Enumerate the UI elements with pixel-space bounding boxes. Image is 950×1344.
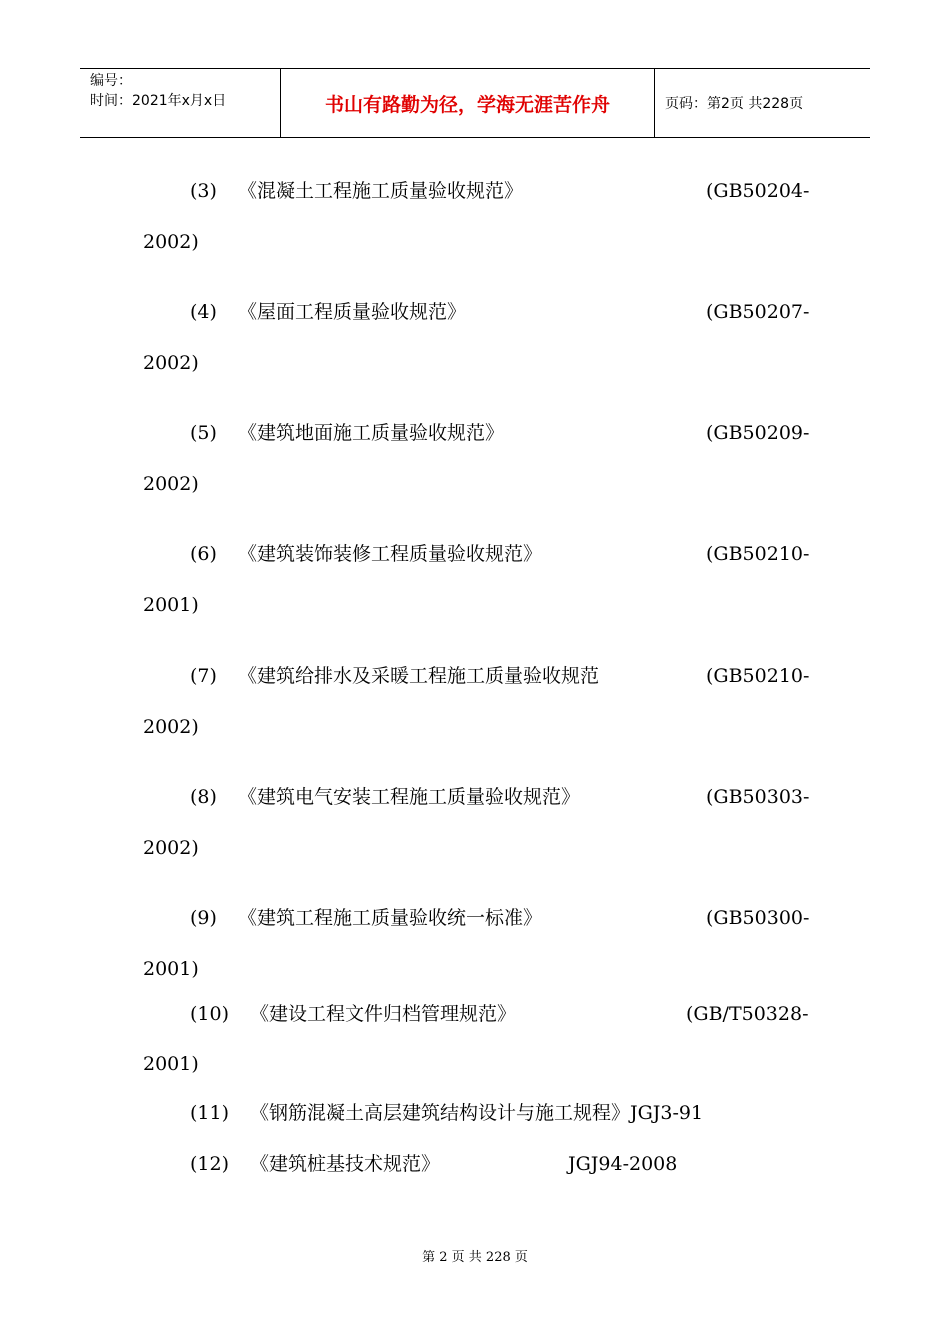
item-number: (3) — [190, 180, 217, 202]
item-title: 《建筑地面施工质量验收规范》 — [238, 422, 505, 444]
page-header — [80, 68, 870, 138]
item-code-continuation: 2001) — [143, 958, 199, 980]
item-code-continuation: 2002) — [143, 473, 199, 495]
item-title: 《建筑工程施工质量验收统一标准》 — [238, 907, 543, 929]
item-code-continuation: 2001) — [143, 1053, 199, 1075]
header-motto: 书山有路勤为径，学海无涯苦作舟 — [281, 69, 655, 137]
item-code: (GB/T50328- — [686, 1003, 809, 1025]
item-code: (GB50300- — [706, 907, 810, 929]
item-number: (10) — [190, 1003, 230, 1025]
item-number: (11) — [190, 1102, 230, 1124]
item-title: 《建筑装饰装修工程质量验收规范》 — [238, 543, 543, 565]
item-number: (7) — [190, 665, 217, 687]
item-code-continuation: 2002) — [143, 837, 199, 859]
time-label: 时间：2021年x月x日 — [90, 93, 227, 109]
item-code-continuation: 2002) — [143, 231, 199, 253]
item-code-continuation: 2002) — [143, 352, 199, 374]
item-number: (6) — [190, 543, 217, 565]
item-title: 《混凝土工程施工质量验收规范》 — [238, 180, 524, 202]
item-number: (9) — [190, 907, 217, 929]
item-code: (GB50303- — [706, 786, 810, 808]
item-code-continuation: 2002) — [143, 716, 199, 738]
item-code: (GB50204- — [706, 180, 810, 202]
item-number: (8) — [190, 786, 217, 808]
item-number: (5) — [190, 422, 217, 444]
item-code-continuation: 2001) — [143, 594, 199, 616]
item-title: 《钢筋混凝土高层建筑结构设计与施工规程》JGJ3-91 — [250, 1102, 704, 1124]
item-number: (12) — [190, 1153, 230, 1175]
item-title: 《建筑桩基技术规范》 — [250, 1153, 441, 1175]
header-page-label: 页码：第2页 共228页 — [665, 96, 804, 112]
item-code: (GB50210- — [706, 543, 810, 565]
item-title: 《建筑给排水及采暖工程施工质量验收规范 — [238, 665, 600, 687]
page-footer: 第 2 页 共 228 页 — [422, 1250, 528, 1265]
serial-label: 编号： — [90, 73, 132, 89]
item-code: (GB50209- — [706, 422, 810, 444]
item-title: 《建设工程文件归档管理规范》 — [250, 1003, 517, 1025]
item-code: (GB50207- — [706, 301, 810, 323]
item-title: 《屋面工程质量验收规范》 — [238, 301, 467, 323]
header-meta — [80, 69, 281, 137]
item-title: 《建筑电气安装工程施工质量验收规范》 — [238, 786, 581, 808]
item-code: JGJ94-2008 — [568, 1153, 678, 1175]
item-number: (4) — [190, 301, 217, 323]
item-code: (GB50210- — [706, 665, 810, 687]
